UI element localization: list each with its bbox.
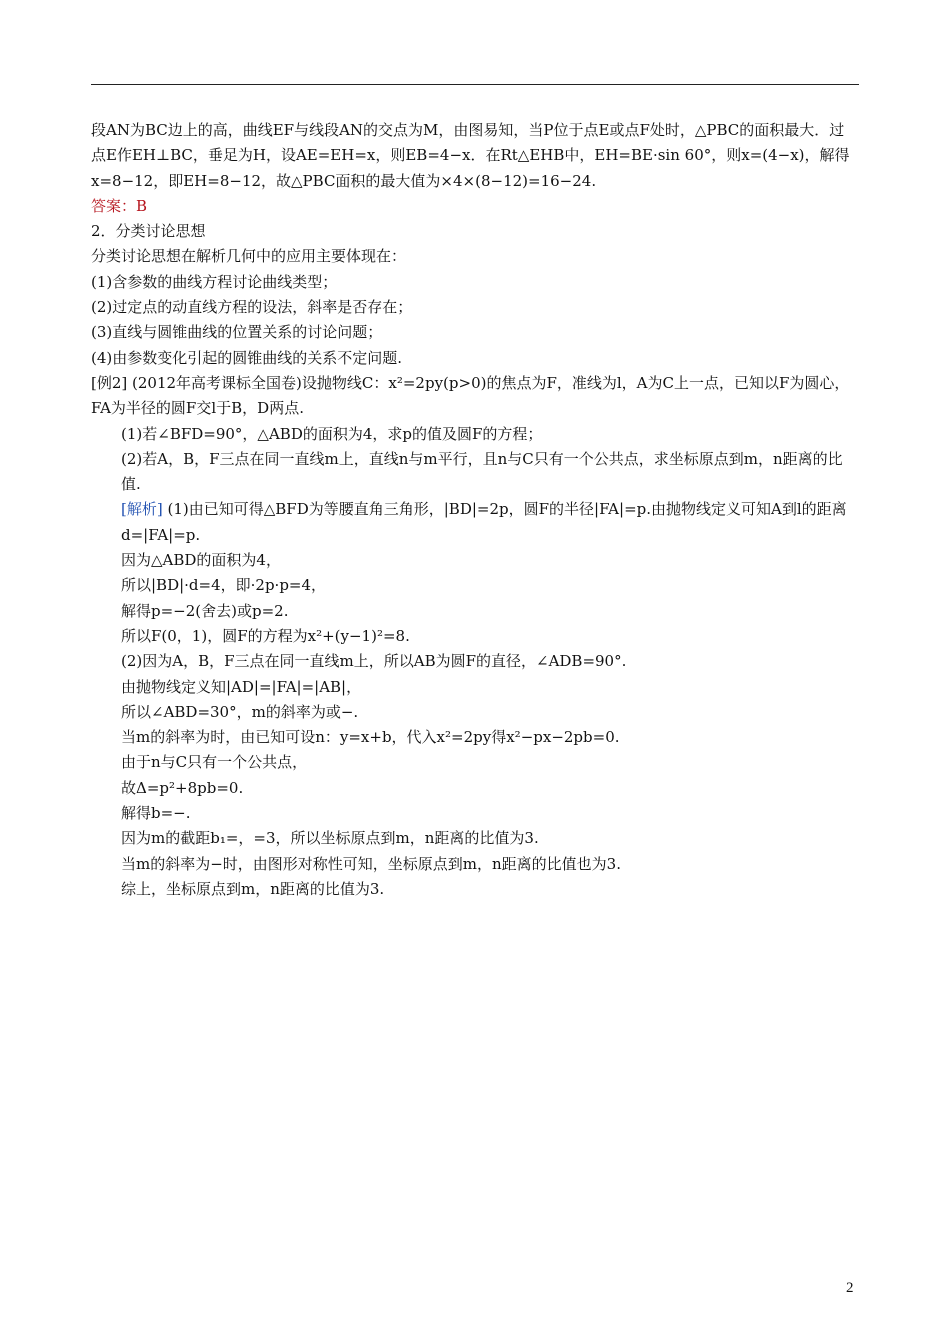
solution-line: 因为m的截距b₁=，=3，所以坐标原点到m，n距离的比值为3. bbox=[121, 829, 539, 848]
section-item: (1)含参数的曲线方程讨论曲线类型； bbox=[91, 272, 338, 291]
header-rule bbox=[91, 84, 859, 85]
section-item: (4)由参数变化引起的圆锥曲线的关系不定问题. bbox=[91, 348, 403, 367]
example-stem-text: (2012年高考课标全国卷)设抛物线C：x²=2py(p>0)的焦点为F，准线为l，A为C上一点，已知以F为圆心，FA为半径的圆F交l于B，D两点. bbox=[91, 373, 850, 418]
solution-line: 所以∠ABD=30°，m的斜率为或−. bbox=[121, 702, 359, 721]
solution-line: 所以|BD|·d=4，即·2p·p=4， bbox=[121, 576, 327, 595]
answer-label: 答案： bbox=[91, 196, 137, 215]
example-stem bbox=[91, 371, 859, 422]
solution-tag: [解析] bbox=[121, 500, 163, 519]
section-item: (3)直线与圆锥曲线的位置关系的讨论问题； bbox=[91, 323, 383, 342]
section-intro: 分类讨论思想在解析几何中的应用主要体现在： bbox=[91, 247, 407, 266]
solution-line: 故Δ=p²+8pb=0. bbox=[121, 778, 244, 797]
answer-value: B bbox=[136, 196, 148, 215]
solution-line: 解得p=−2(舍去)或p=2. bbox=[121, 601, 289, 620]
section-item: (2)过定点的动直线方程的设法，斜率是否存在； bbox=[91, 298, 413, 317]
solution-line: 当m的斜率为−时，由图形对称性可知，坐标原点到m，n距离的比值也为3. bbox=[121, 854, 621, 873]
example-part: (2)若A，B，F三点在同一直线m上，直线n与m平行，且n与C只有一个公共点，求坐标原点到m，n距离的比值. bbox=[121, 449, 843, 494]
solution-line: 所以F(0，1)，圆F的方程为x²+(y−1)²=8. bbox=[121, 626, 410, 645]
document-body bbox=[91, 118, 859, 902]
section-title: 2．分类讨论思想 bbox=[91, 222, 206, 241]
solution-line: (2)因为A，B，F三点在同一直线m上，所以AB为圆F的直径，∠ADB=90°. bbox=[121, 652, 627, 671]
example-tag: [例2] bbox=[91, 373, 128, 392]
continued-paragraph: 段AN为BC边上的高，曲线EF与线段AN的交点为M，由图易知，当P位于点E或点F处时，△PBC的面积最大．过点E作EH⊥BC，垂足为H，设AE=EH=x，则EB=4−x．在Rt△EHB中，EH=BE·sin 60°，则x=(4−x)，解得x=8−12，即EH=8−12，故△PBC面积的最大值为×4×(8−12)=16−24. bbox=[91, 121, 850, 190]
solution-first-text: (1)由已知可得△BFD为等腰直角三角形，|BD|=2p，圆F的半径|FA|=p.由抛物线定义可知A到l的距离d=|FA|=p. bbox=[121, 500, 847, 544]
solution-line: 由于n与C只有一个公共点， bbox=[121, 753, 308, 772]
page-number: 2 bbox=[846, 1280, 854, 1296]
example-part: (1)若∠BFD=90°，△ABD的面积为4，求p的值及圆F的方程； bbox=[121, 424, 543, 443]
solution-line: 当m的斜率为时，由已知可设n：y=x+b，代入x²=2py得x²−px−2pb=0. bbox=[121, 728, 620, 747]
answer-line bbox=[91, 194, 859, 219]
solution-line: 解得b=−. bbox=[121, 804, 191, 823]
solution-first bbox=[91, 497, 859, 548]
solution-line: 由抛物线定义知|AD|=|FA|=|AB|， bbox=[121, 677, 362, 696]
solution-line: 综上，坐标原点到m，n距离的比值为3. bbox=[121, 879, 385, 898]
solution-line: 因为△ABD的面积为4， bbox=[121, 551, 281, 570]
